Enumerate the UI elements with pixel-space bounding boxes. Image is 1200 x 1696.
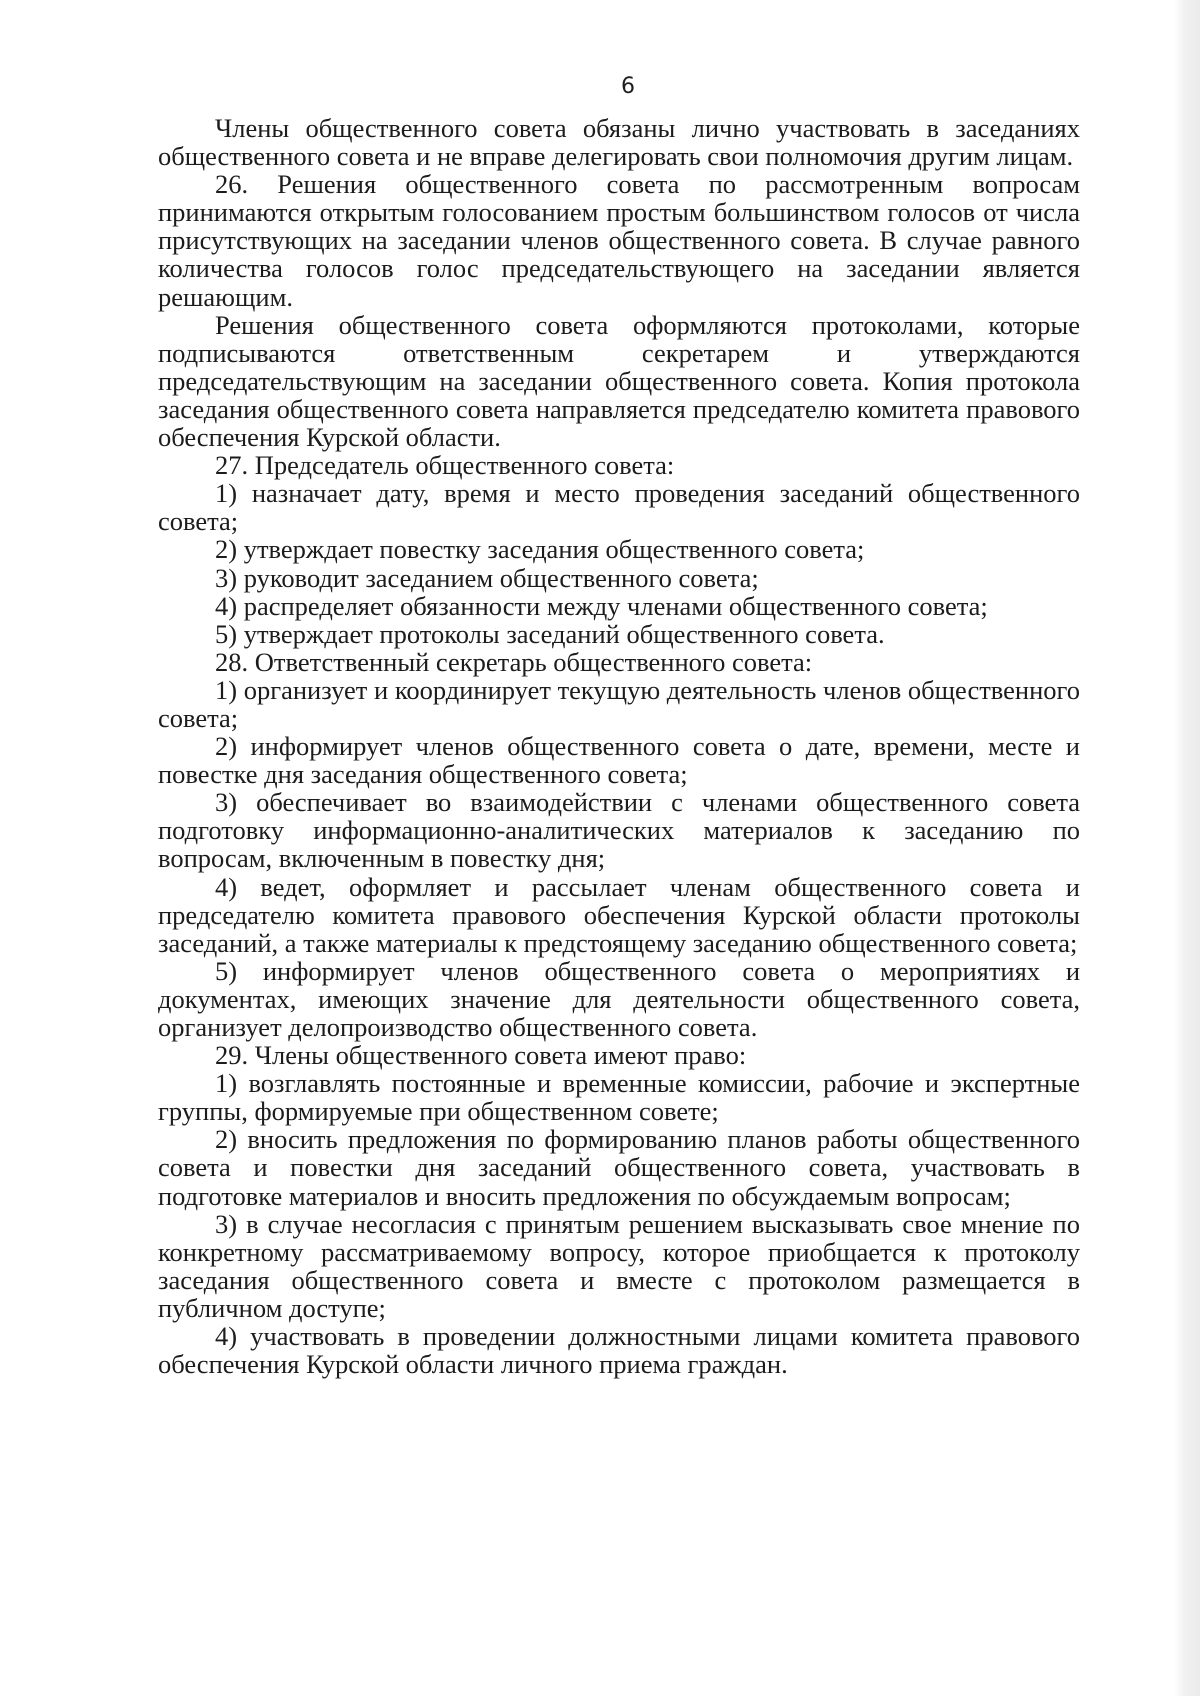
list-item: 4) распределяет обязанности между членами общественного совета; xyxy=(215,590,988,621)
document-body xyxy=(158,114,1080,1378)
paragraph-29-heading: 29. Члены общественного совета имеют право: xyxy=(215,1040,747,1071)
list-item: 1) организует и координирует текущую деятельность членов общественного совета; xyxy=(158,674,1080,733)
paragraph-28-heading: 28. Ответственный секретарь общественного совета: xyxy=(215,646,813,677)
page-number: 6 xyxy=(621,74,635,99)
paragraph-27-heading: 27. Председатель общественного совета: xyxy=(215,450,675,481)
list-item: 2) вносить предложения по формированию планов работы общественного совета и повестки дня заседаний общественного совета, участвовать в подготовке материалов и вносить предложения по обсуждаемым вопросам; xyxy=(158,1124,1080,1211)
paragraph-members-obligation: Члены общественного совета обязаны лично участвовать в заседаниях общественного совета и не вправе делегировать свои полномочия другим лицам. xyxy=(158,113,1080,172)
list-item: 5) информирует членов общественного совета о мероприятиях и документах, имеющих значение для деятельности общественного совета, организует делопроизводство общественного совета. xyxy=(158,955,1080,1042)
list-item: 1) назначает дату, время и место проведения заседаний общественного совета; xyxy=(158,478,1080,537)
scan-edge-shadow xyxy=(1174,0,1200,1696)
list-item: 2) информирует членов общественного совета о дате, времени, месте и повестке дня заседания общественного совета; xyxy=(158,731,1080,790)
list-item: 1) возглавлять постоянные и временные комиссии, рабочие и экспертные группы, формируемые при общественном совете; xyxy=(158,1068,1080,1127)
list-item: 3) обеспечивает во взаимодействии с членами общественного совета подготовку информационно-аналитических материалов к заседанию по вопросам, включенным в повестку дня; xyxy=(158,787,1080,874)
list-item: 4) участвовать в проведении должностными лицами комитета правового обеспечения Курской области личного приема граждан. xyxy=(158,1321,1080,1380)
list-item: 3) в случае несогласия с принятым решением высказывать свое мнение по конкретному рассматриваемому вопросу, которое приобщается к протоколу заседания общественного совета и вместе с протоколом размещается в публичном доступе; xyxy=(158,1208,1080,1323)
list-item: 4) ведет, оформляет и рассылает членам общественного совета и председателю комитета правового обеспечения Курской области протоколы заседаний, а также материалы к предстоящему заседанию общественного совета; xyxy=(158,871,1080,958)
list-item: 5) утверждает протоколы заседаний общественного совета. xyxy=(215,618,885,649)
paragraph-26-decisions: 26. Решения общественного совета по рассмотренным вопросам принимаются открытым голосованием простым большинством голосов от числа присутствующих на заседании членов общественного совета. В случае равного количества голосов голос председательствующего на заседании является решающим. xyxy=(158,169,1080,312)
list-item: 3) руководит заседанием общественного совета; xyxy=(215,562,759,593)
list-item: 2) утверждает повестку заседания общественного совета; xyxy=(215,534,865,565)
paragraph-protocols: Решения общественного совета оформляются протоколами, которые подписываются ответственным секретарем и утверждаются председательствующим на заседании общественного совета. Копия протокола заседания общественного совета направляется председателю комитета правового обеспечения Курской области. xyxy=(158,309,1080,453)
